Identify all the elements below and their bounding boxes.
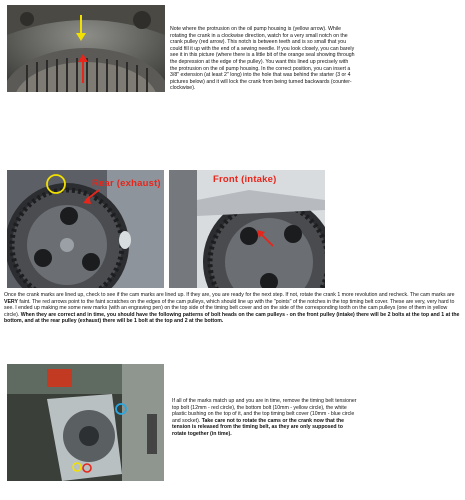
crank-mark-instructions: Note where the protrusion on the oil pump housing is (yellow arrow). While rotating the crank in a clockwise direction, watch for a very small notch on the crank pulley (red arrow). This notch is between teeth and is so small that you could fill it up with the end of a sewing needle. If you look closely, you can barely see it in this picture (where there is a little bit of the orange seal showing through the depression at the edge of the pulley). You want this lined up precisely with the protrusion on the oil pump housing. In the correct position, you can insert a 3/8" extension (at least 2" long) into the hole that was behind the starter (3 or 4 pictures below) and it will lock the crank from being turned backwards (counter-clockwise). <box>170 26 355 92</box>
cam-text-very: VERY <box>4 298 18 305</box>
cam-text-1: Once the crank marks are lined up, check to see if the cam marks are lined up. If they are, you are ready for the next step. If not, rotate the crank 1 more revolution and recheck. The cam marks are <box>4 292 455 298</box>
cam-text-bolt-pattern: When they are correct and in time, you should have the following patterns of bolt heads on the cam pulleys - on the front pulley (intake) there will be 2 bolts at the top and 1 at the bottom, and at the rear pulley (exhaust) there will be 1 bolt at the top and 2 at the bottom. <box>4 311 460 325</box>
rear-exhaust-label: Rear (exhaust) <box>92 178 161 189</box>
tensioner-warning: Take care not to rotate the cams or the crank now that the tension is released from the timing belt, as they are only supposed to rotate together (in time). <box>172 417 345 437</box>
front-intake-label: Front (intake) <box>213 174 277 185</box>
front-cam-pulley-photo <box>169 170 325 288</box>
tensioner-text-1: If all of the marks match up and you are in time, remove the timing belt tensioner top bolt (12mm - red circle), the bottom bolt (10mm - yellow circle), the white plastic bushing on the top of it, and the top timing belt cover (10mm - blue circle and socket). <box>172 398 357 424</box>
crank-pulley-photo <box>7 5 165 92</box>
cam-mark-instructions <box>4 292 460 325</box>
timing-belt-photo <box>7 364 164 481</box>
cam-text-2: faint. The red arrows point to the faint scratches on the edges of the cam pulleys, which should line up with the "points" of the notches in the top timing belt cover. These are very, very hard to see. I ended up making me some new marks (with an engraving pen) on the top side of the timing belt cover and on the side of the corresponding tooth on the cam pulleys (one of them in yellow circle). <box>4 298 455 318</box>
tensioner-instructions <box>172 398 357 438</box>
